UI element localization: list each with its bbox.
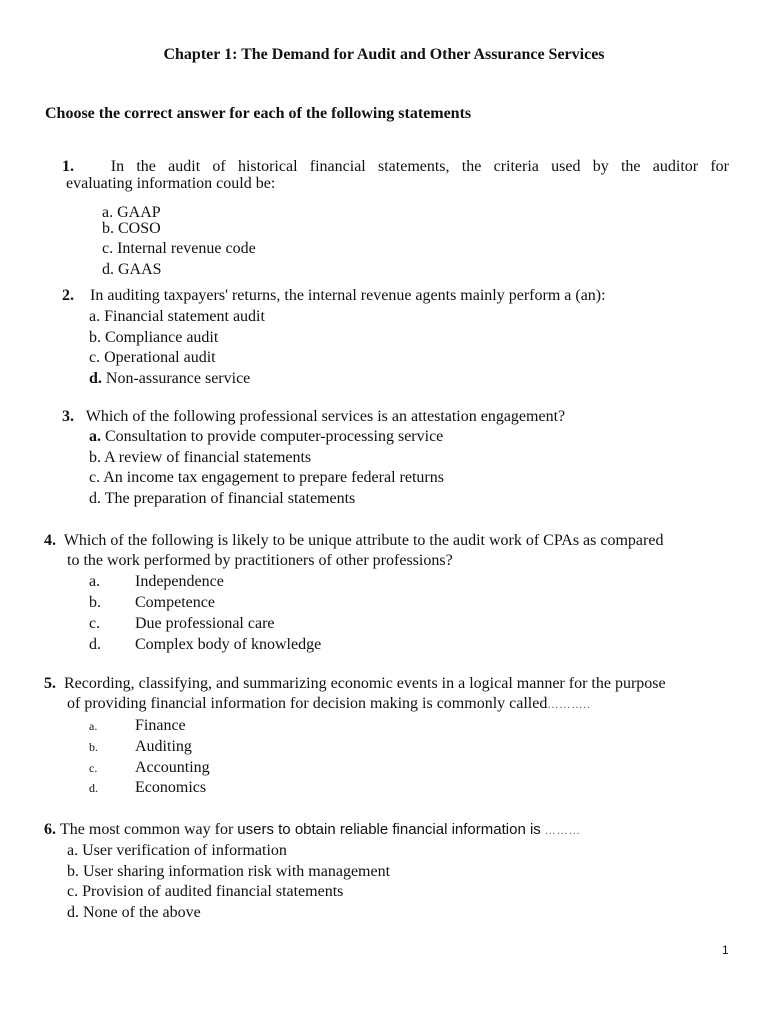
option-1b: b. COSO <box>102 220 161 237</box>
chapter-title: Chapter 1: The Demand for Audit and Other Assurance Services <box>163 46 605 63</box>
option-text: Independence <box>135 573 224 590</box>
option-3c: c. An income tax engagement to prepare federal returns <box>89 469 444 486</box>
question-5-line-1 <box>44 674 666 694</box>
question-4-line-2: to the work performed by practitioners of other professions? <box>67 552 453 569</box>
question-text-continued: users to obtain reliable financial information is <box>237 821 541 838</box>
option-4c <box>89 614 275 634</box>
question-text: Which of the following professional services is an attestation engagement? <box>85 408 566 425</box>
question-text: of providing financial information for decision making is commonly called <box>67 695 548 712</box>
question-text: In the audit of historical financial statements, the criteria used by the auditor for <box>110 158 730 175</box>
question-number: 2. <box>62 287 74 304</box>
option-text: Consultation to provide computer-processing service <box>101 428 444 445</box>
option-text: Non-assurance service <box>101 370 251 387</box>
option-letter: a. <box>89 719 98 733</box>
page-number: 1 <box>722 943 729 957</box>
question-text: In auditing taxpayers' returns, the internal revenue agents mainly perform a (an): <box>90 287 606 304</box>
option-6b: b. User sharing information risk with management <box>67 863 391 880</box>
option-5d <box>89 778 206 798</box>
question-text: The most common way for <box>60 821 238 838</box>
option-3a <box>89 427 443 447</box>
option-5c <box>89 758 210 778</box>
question-6 <box>44 820 581 841</box>
question-3 <box>62 407 565 427</box>
question-5-line-2 <box>67 694 591 715</box>
question-1-line-2: evaluating information could be: <box>66 175 276 192</box>
question-text: Recording, classifying, and summarizing economic events in a logical manner for the purpose <box>64 675 666 692</box>
option-6d: d. None of the above <box>67 904 201 921</box>
option-text: Finance <box>135 717 186 734</box>
option-4a <box>89 572 224 592</box>
option-5b <box>89 737 192 757</box>
option-3d: d. The preparation of financial statements <box>89 490 356 507</box>
option-1c: c. Internal revenue code <box>102 240 256 257</box>
option-4d <box>89 635 321 655</box>
option-5a <box>89 716 186 736</box>
question-text: Which of the following is likely to be unique attribute to the audit work of CPAs as compared <box>63 532 664 549</box>
answer-blank: ……….. <box>547 699 591 711</box>
option-text: Economics <box>135 779 207 796</box>
question-number: 3. <box>62 408 74 425</box>
option-6a: a. User verification of information <box>67 842 287 859</box>
question-2 <box>62 286 606 306</box>
instruction-heading: Choose the correct answer for each of the following statements <box>45 105 472 122</box>
option-letter: a. <box>89 428 101 445</box>
option-text: Due professional care <box>135 615 275 632</box>
option-6c: c. Provision of audited financial statements <box>67 883 344 900</box>
option-letter: d. <box>89 370 102 387</box>
option-letter: c. <box>89 761 98 775</box>
option-1d: d. GAAS <box>102 261 162 278</box>
option-4b <box>89 593 215 613</box>
question-number: 1. <box>62 158 74 175</box>
option-1a: a. GAAP <box>102 204 161 221</box>
question-4-line-1 <box>44 531 663 551</box>
option-letter: a. <box>89 573 101 590</box>
question-number: 5. <box>44 675 56 692</box>
option-text: Complex body of knowledge <box>135 636 322 653</box>
answer-blank: ……… <box>544 825 581 837</box>
option-letter: b. <box>89 740 98 754</box>
option-2d <box>89 369 250 389</box>
option-letter: d. <box>89 781 98 795</box>
option-letter: d. <box>89 636 101 653</box>
option-letter: b. <box>89 594 101 611</box>
option-letter: c. <box>89 615 101 632</box>
option-text: Competence <box>135 594 215 611</box>
question-number: 4. <box>44 532 56 549</box>
option-2a: a. Financial statement audit <box>89 308 265 325</box>
option-2c: c. Operational audit <box>89 349 216 366</box>
option-text: Auditing <box>135 738 192 755</box>
option-text: Accounting <box>135 759 210 776</box>
question-number: 6. <box>44 821 56 838</box>
option-2b: b. Compliance audit <box>89 329 219 346</box>
option-3b: b. A review of financial statements <box>89 449 312 466</box>
